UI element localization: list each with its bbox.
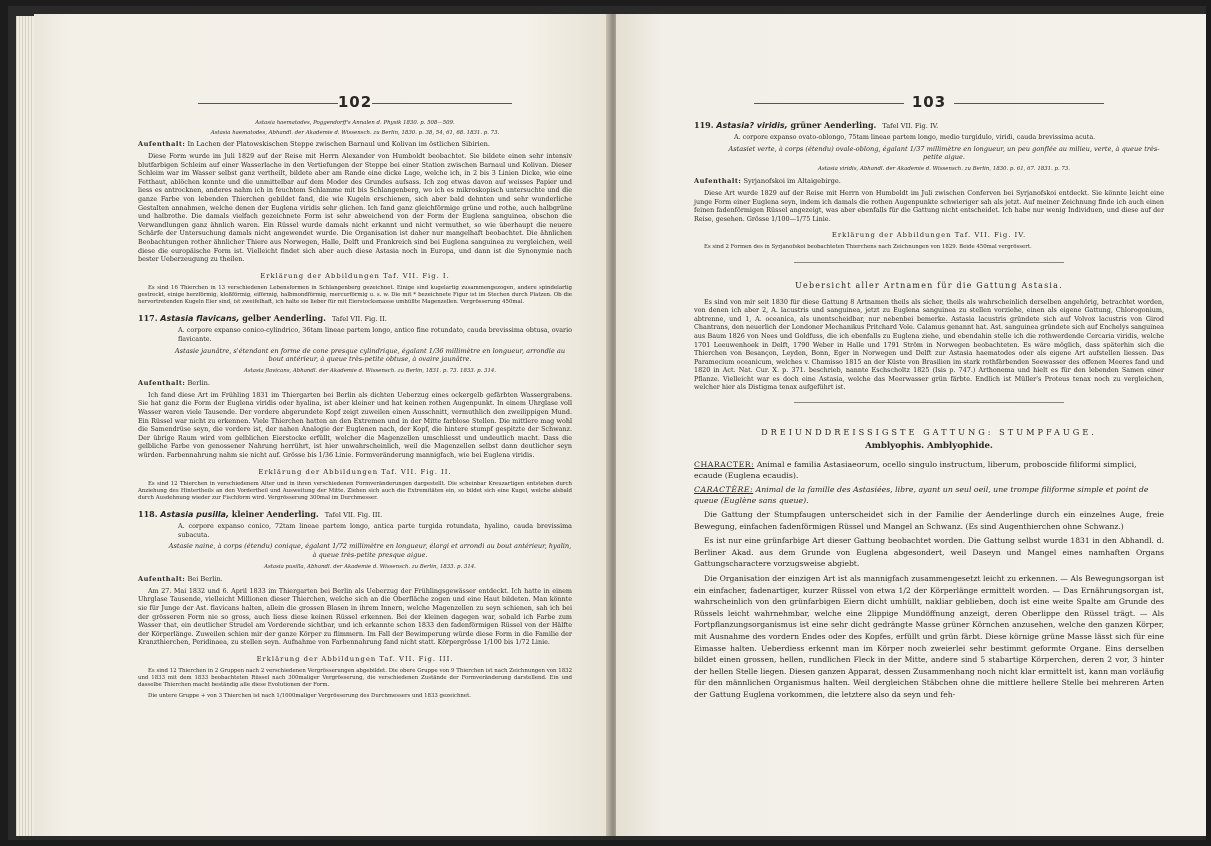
figure-explanation: Es sind 2 Formen des in Syrjanofskoi beobachteten Thierchens nach Zeichnungen von 1829. Beide 450mal vergrössert. — [704, 244, 1032, 251]
french-diagnosis: Astasiet verte, à corps (étendu) ovale-oblong, égalant 1/37 millimètre en longueur, un peu gonflée au milieu, verte, à queue très-petite aigue. — [728, 144, 1160, 162]
paragraph: Die Gattung der Stumpfaugen unterscheidet sich in der Familie der Aenderlinge durch ein einzelnes Auge, freie Bewegung, einfachen fadenförmigen Rüssel und Mangel an Schwanz. (Es sind Augenthierchen ohne Schwanz.) — [694, 510, 1164, 531]
french-diagnosis: Astasie jaunâtre, s'étendant en forme de cone presque cylindrique, égalant 1/36 millimètre en longueur, arrondie au bout antérieur, à queue très-petite obtuse, à ovaire jaunâtre. — [174, 346, 566, 364]
latin-diagnosis: A. corpore expanso conico-cylindrico, 36tam lineae partem longo, antico fine rotundato, cauda brevissima obtusa, ovario flavicante. — [178, 326, 572, 343]
header-rule-right — [954, 103, 1104, 104]
section-title: Uebersicht aller Artnamen für die Gattung Astasia. — [795, 280, 1063, 290]
figure-explanation-title: Erklärung der Abbildungen Taf. VII. Fig. III. — [256, 654, 454, 663]
species-heading: 117. Astasia flavicans, gelber Aenderling. Tafel VII. Fig. II. — [138, 313, 387, 324]
section-divider — [794, 402, 1064, 403]
paragraph: Die Organisation der einzigen Art ist als mannigfach zusammengesetzt leicht zu erkennen. — Als Bewegungsorgan ist ein einfacher, fadenartiger, kurzer Rüssel von etwa 1/2 der Körperlänge ermittelt worden. — Das Ernährungsorgan ist, wahrscheinlich von den grünfarbigen Eiern dicht umhüllt, nakliar geblieben, doch ist eine weite Spalte am Grunde des Rüssels leicht wahrnehmbar, welche eine 2lippige Mundöffnung anzeigt, deren Oberlippe den Rüssel trägt. — Als Fortpflanzungsorganismus ist eine sehr dicht gedrängte Masse grüner Körnchen anzusehen, welche den ganzen Körper, mit Ausnahme des vordern Endes oder des Kopfes, erfüllt und grün färbt. Diese körnige grüne Masse lässt sich für eine Eimasse halten. Ueberdiess erkennt man im Körper noch zweierlei sehr bestimmt geformte Organe. Eins derselben bildet einen grossen, hellen, rundlichen Fleck in der Mitte, andere sind 5 stabartige Körperchen, deren 2 vor, 3 hinter der hellen Stelle liegen. Diesen ganzen Apparat, dessen Zusammenhang noch nicht klar ermittelt ist, kann man vorläufig für den männlichen Organismus halten. Weil dergleichen Stäbchen ohne die mittlere hellere Stelle bei mehreren Arten der Gattung Euglena vorkommen, die letztere also da seyn und feh- — [694, 574, 1164, 699]
header-citation: Astasia haematodes, Abhandl. der Akademie d. Wissensch. zu Berlin, 1830. p. 38, 54, 61, 68. 1831. p. 73. — [210, 130, 500, 137]
right-page — [616, 14, 1206, 836]
species-citation: Astasia pusilla, Abhandl. der Akademie d. Wissensch. zu Berlin, 1833. p. 314. — [264, 563, 476, 570]
paragraph: Am 27. Mai 1832 und 6. April 1833 im Thiergarten bei Berlin als Ueberzug der Frühlingsgewässer entdeckt. Ich hatte in einem Uhrglase Tausende, vielleicht Millionen dieser Thierchen, welche sich an die Oberfläche zogen und eine Haut bildeten. Man könnte sie für Junge der Ast. flavicans halten, allein die grossen Blasen in ihrem Innern, welche Magenzellen zu seyn schienen, sah ich bei der grösseren Form nie so gross, auch liess diese keinen Rüssel erkennen. Bei der kleinen dagegen war, sobald ich Farbe zum Wasser that, ein deutlicher Strudel am Vorderende sichtbar, und ich erkannte schon 1833 den fadenförmigen Rüssel von der Hälfte der Körperlänge. Zuweilen schien mir der ganze Körper zu flimmern. Im Fall der Bewimperung würde diese Form in die Familie der Kranzthierchen, Peridinaea, zu stellen seyn. Aufnahme von Farbennahrung fand nicht statt. Körpergrösse 1/100 bis 1/72 Linie. — [138, 586, 572, 647]
paragraph: Es sind von mir seit 1830 für diese Gattung 8 Artnamen theils als sicher, theils als wahrscheinlich derselben angehörig, betrachtet worden, von denen ich aber 2, A. lacustris und sanguinea, jetzt zu Euglena sanguinea zu stellen vorziehe, einen als eigene Gattung, Chlorogonium, abtrenne, und 1, A. oceanica, als unentscheidbar, nur nebenbei bemerke. Astasia lacustris gründete sich auf Volvox lacustris von Girod Chantrans, den neuerlich der Londoner Mechanikus Pritchard Vole. Calamus genannt hat. Ast. sanguinea gründete sich auf Enchelys sanguinea aus Baum 1826 von Nees und Goldfuss, die ich ebenfalls zu Euglena ziehe, und ebendahin stelle ich die rothwerdende Cercaria viridis, welche 1701 Leeuwenhoek in Delft, 1790 Weber in Halle und 1791 Ström in Norwegen beobachteten. Es wäre möglich, dass späterhin sich die Thierchen von Besançon, Leyden, Bonn, Eger in Norwegen und Delft zur Astasia haematodes oder als eigene Art aufstellen liessen. Das Paramecium oceanicum, welches v. Chamisso 1815 an der Küste von Brasilien im stark rothfärbenden Seewasser des offenen Meeres fand und 1820 in Act. Nat. Cur. X. p. 371. beschrieb, nannte Eschscholtz 1825 (Isis p. 747.) Arthonema und hielt es für den lebenden Samen einer Pflanze. Vielleicht war es doch eine Astasia, welche das Meerwasser grün färbte. Endlich ist Müller's Proteus tenax noch zu vergleichen, welcher hier als Distigma tenax aufgeführt ist. — [694, 297, 1164, 392]
header-rule-left — [198, 103, 338, 104]
paragraph: Diese Art wurde 1829 auf der Reise mit Herrn von Humboldt im Juli zwischen Conferven bei Syrjanofskoi entdeckt. Sie könnte leicht eine junge Form einer Euglena seyn, indem ich damals die rothen Augenpunkte schwieriger sah als jetzt. Auf meiner Zeichnung finde ich auch einen feinen fadenförmigen Rüssel angezeigt, was aber ebenfalls für die Gattung nicht entscheidet. Ich habe nur wenig Individuen, und diese auf der Reise, gesehen. Grösse 1/100—1/75 Linie. — [694, 188, 1164, 223]
french-diagnosis: Astasie naine, à corps (étendu) conique, égalant 1/72 millimètre en longueur, élargi et arrondi au bout antérieur, hyalin, à queue très-petite presque aigue. — [168, 542, 572, 560]
species-citation: Astasia flavicans, Abhandl. der Akademie d. Wissensch. zu Berlin, 1831. p. 73. 1833. p. 314. — [243, 367, 497, 374]
figure-explanation-title: Erklärung der Abbildungen Taf. VII. Fig. II. — [258, 467, 452, 476]
character-french: CARACTÈRE: Animal de la famille des Astasiées, libre, ayant un seul oeil, une trompe filiforme simple et point de queue (Euglène sans queue). — [694, 485, 1149, 506]
species-heading: 119. Astasia? viridis, grüner Aenderling. Tafel VII. Fig. IV. — [694, 120, 939, 130]
figure-explanation-title: Erklärung der Abbildungen Taf. VII. Fig. I. — [260, 271, 450, 280]
header-citation: Astasia haematodes, Poggendorff's Annalen d. Physik 1830. p. 508—509. — [255, 120, 455, 126]
page-number: 102 — [337, 93, 373, 111]
species-citation: Astasia viridis, Abhandl. der Akademie d. Wissensch. zu Berlin, 1830. p. 61, 67. 1831. p. 73. — [818, 165, 1070, 172]
figure-explanation-title: Erklärung der Abbildungen Taf. VII. Fig. IV. — [831, 231, 1027, 240]
header-rule-right — [372, 103, 512, 104]
page-header — [138, 92, 572, 114]
latin-diagnosis: A. corpore expanso conico, 72tam lineae partem longo, antica parte turgida rotundata, hyalino, cauda brevissima subacuta. — [178, 522, 572, 539]
paragraph: Es ist nur eine grünfarbige Art dieser Gattung beobachtet worden. Die Gattung selbst wurde 1831 in den Abhandl. d. Berliner Akad. aus dem Grunde von Euglena abgesondert, weil Daseyn und Mangel eines namhaften Organs Gattungscharactere vorzugsweise abgiebt. — [694, 536, 1164, 569]
genus-description — [694, 509, 1164, 701]
aufenthalt: Aufenthalt: Syrjanofskoi im Altaigebirge. — [694, 177, 841, 186]
species-heading: 118. Astasia pusilla, kleiner Aenderling. Tafel VII. Fig. III. — [138, 509, 383, 520]
figure-explanation: Die untere Gruppe + von 3 Thierchen ist nach 1/1000maliger Vergrösserung des Durchmessers und 1833 gezeichnet. — [148, 692, 471, 699]
character-latin: CHARACTER: Animal e familia Astasiaeorum, ocello singulo instructum, liberum, proboscide filiformi simplici, ecaude (Euglena ecaudis). — [694, 460, 1137, 481]
genus-subtitle: Amblyophis. Amblyophide. — [865, 441, 993, 452]
latin-diagnosis: A. corpore expanso ovato-oblongo, 75tam lineae partem longo, medio turgidulo, viridi, cauda brevissima acuta. — [734, 133, 1096, 141]
paragraph: Diese Form wurde im Juli 1829 auf der Reise mit Herrn Alexander von Humboldt beobachtet. Sie bildete einen sehr intensiv blutfarbigen Schleim auf einer Wasserlache in den Vertiefungen der Steppe bei einer Station zwischen Barnaul und Kolivan. Dieser Schleim war im Wasser selbst ganz vertheilt, bildete aber am Rande eine dicke Lage, welche ich, in 2 bis 3 Linien Dicke, wie eine Fetthaut, ablöchen konnte und die unmittelbar auf dem Moder des Grundes aufsass. Ich zog etwas davon auf weisses Papier und liess es antrocknen, anderes nahm ich in feuchtem Schlamme mit bis Schlangenberg, wo ich es mikroskopisch untersuchte und die ganze Farbe von lebenden Thierchen gebildet fand, die wie Kugeln erschienen, sich aber bald dehnten und sehr wunderliche Gestalten annahmen, welche denen der Euglena viridis sehr glichen. Ich fand ganz gleichförmige grüne und rothe, auch halbgrüne und halbrothe. Die damals vielfach gezeichnete Form ist sehr abweichend von der Form der Euglena sanguinea, obschon die Verwandlungen ganz ähnlich waren. Ein Rüssel wurde damals nicht erkannt und nicht vermuthet, so wie überhaupt die neuere Schärfe der Untersuchung damals nicht angewendet wurde. Die Organisation ist daher nur mangelhaft beobachtet. Die ähnlichen Beobachtungen rother ähnlicher Thiere aus Norwegen, Halle, Delft und Frankreich sind bei Euglena sanguinea zu vergleichen, weil diese die europäische Form ist. Vielleicht findet sich aber auch diese Astasia noch in Europa, und dann ist die Synonymie nach bester Ueberzeugung zu theilen. — [138, 152, 572, 264]
section-divider — [794, 262, 1064, 263]
left-page — [34, 14, 612, 836]
header-rule-left — [754, 103, 904, 104]
aufenthalt: Aufenthalt: Bei Berlin. — [138, 575, 223, 584]
page-header — [694, 92, 1164, 114]
page-number: 103 — [911, 93, 947, 111]
paragraph: Ich fand diese Art im Frühling 1831 im Thiergarten bei Berlin als dichten Ueberzug eines ockergelb gefärbten Wassergrabens. Sie hat ganz die Form der Euglena viridis oder hyalina, ist aber kleiner und hat keinen rothen Augenpunkt. In einem Uhrglase voll Wasser waren viele Tausende. Der vordere abgerundete Kopf zeigt zuweilen einen Ausschnitt, vermuthlich den zweilippigen Mund. Ein Rüssel war nicht zu erkennen. Viele Thierchen hatten an den Extremen und in der Mitte farblose Stellen. Die mittlere mag wohl die Samendrüse seyn, die vordere ist, der nahen Analogie der Euglenen nach, der Kopf, die hintere stumpf gespitzte der Schwanz. Der übrige Raum wird vom gelblichen Eierstocke erfüllt, welcher die Magenzellen umschliesst und undeutlich macht. Dass die gelbliche Farbe von genossener Nahrung herrührt, ist hier unwahrscheinlich, weil die Magenzellen selbst dann deutlicher seyn würden. Farbennahrung nahm sie nicht auf. Grösse bis 1/36 Linie. Formveränderung mannigfach, wie bei Euglena viridis. — [138, 390, 572, 460]
figure-explanation: Es sind 12 Thierchen in 2 Gruppen nach 2 verschiedenen Vergrösserungen abgebildet. Die obere Gruppe von 9 Thierchen ist nach Zeichnungen von 1832 und 1833 mit dem 1833 beobachteten Rüssel nach 300maliger Vergrösserung, die verschiedenen Zustände der Formveränderung darstellend. Ein und dasselbe Thierchen macht beständig alle diese Evolutionen der Form. — [138, 667, 572, 689]
aufenthalt: Aufenthalt: Berlin. — [138, 379, 210, 388]
genus-title: DREIUNDDREISSIGSTE GATTUNG: STUMPFAUGE. — [761, 427, 1097, 438]
open-book — [8, 6, 1206, 840]
figure-explanation: Es sind 16 Thierchen in 13 verschiedenen Lebensformen in Schlangenberg gezeichnet. Einige sind kugelartig zusammengezogen, andere spindelartig gestreckt, einige herzförmig, kloßförmig, eiförmig, halbmondförmig, mercurförmig u. s. w. Die mit * bezeichnete Figur ist im Stechen durch Platzen. Ob die hervortretenden Kugeln Eier sind, ist zweifelhaft, ich halte sie lieber für mit Eierstocksmasse umhüllte Magenzellen. Vergrösserung 450mal. — [138, 284, 572, 306]
aufenthalt: Aufenthalt: In Lachen der Platowskischen Steppe zwischen Barnaul und Kolivan im östlichen Sibirien. — [138, 140, 490, 149]
figure-explanation: Es sind 12 Thierchen in verschiedenem Alter und in ihren verschiedenen Formveränderungen dargestellt. Die scheinbar Kreuzartigen entstehen durch Anziehung des Hintertheils an den Vordertheil und Ausweitung der Mitte. Ziehen sich auch die Extremitäten ein, so bildet sich eine Kugel, welche alsbald durch Ausdehnung wieder zur Fischform wird. Vergrösserung 300mal im Durchmesser. — [138, 480, 572, 502]
